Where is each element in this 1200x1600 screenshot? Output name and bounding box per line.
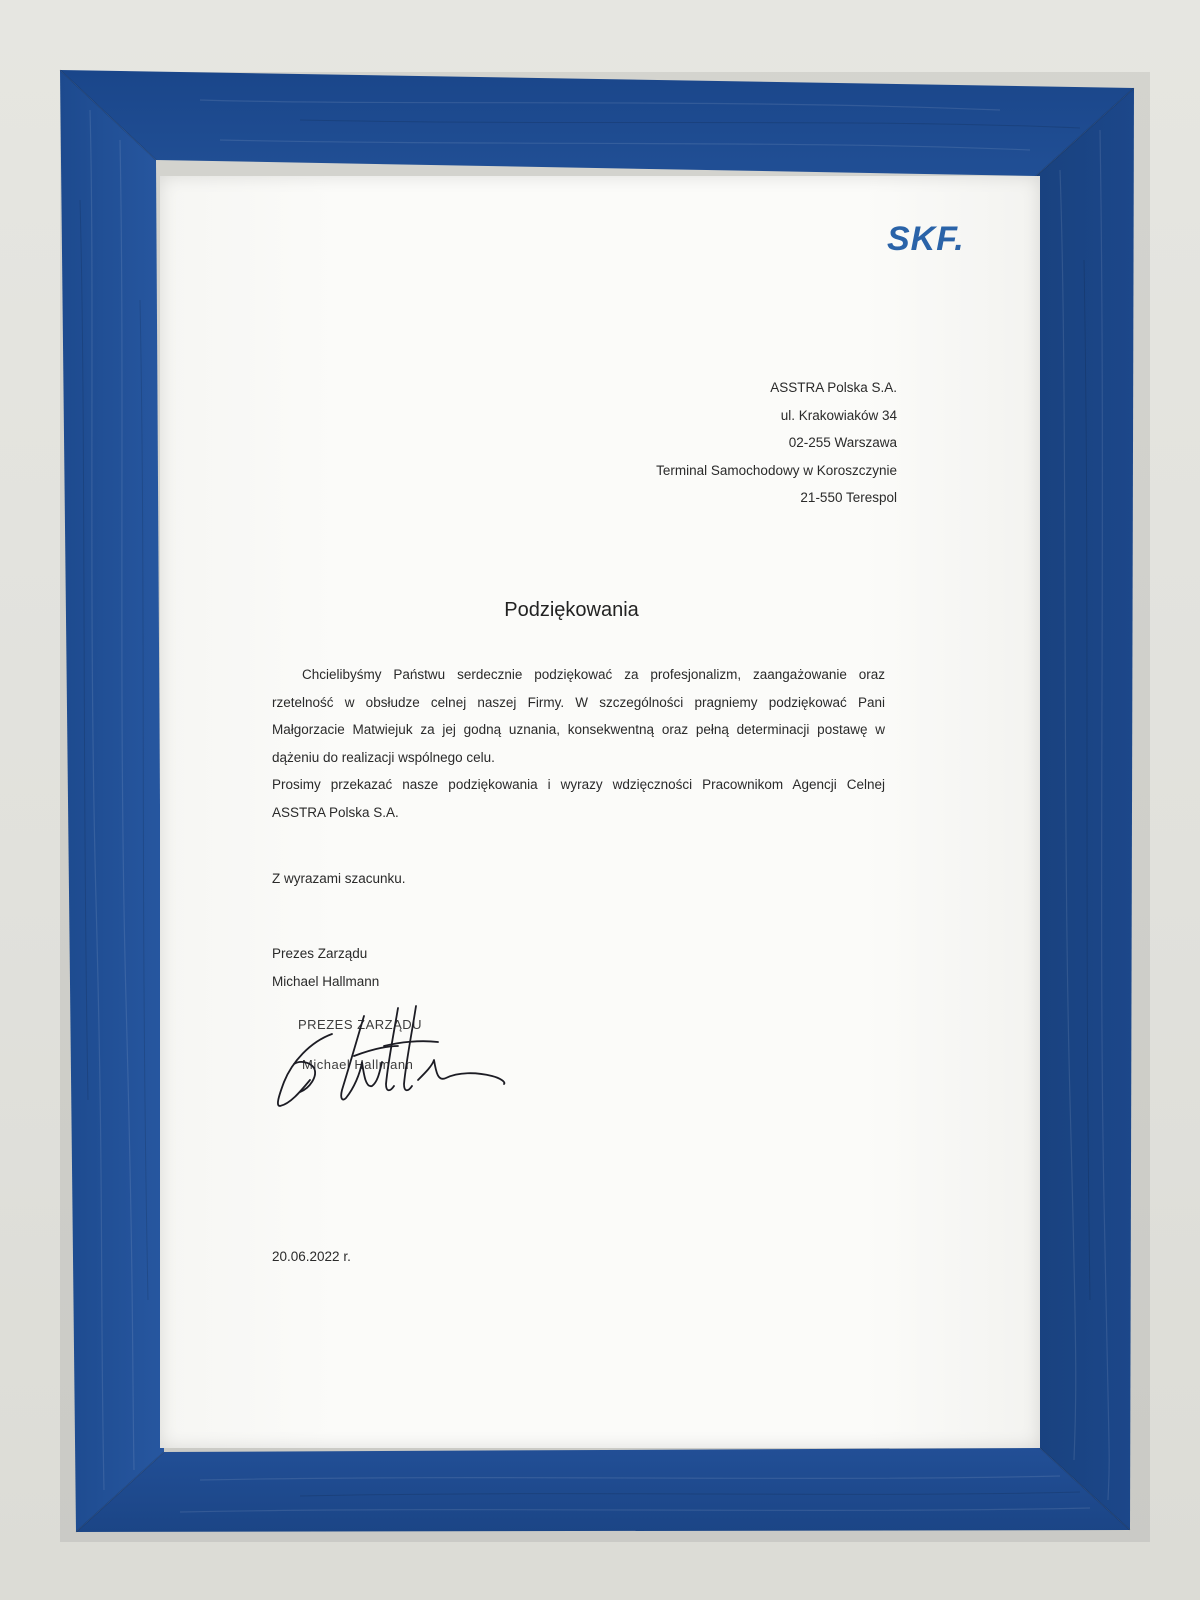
letter-date: 20.06.2022 r.	[272, 1249, 351, 1264]
frame-top	[60, 70, 1134, 176]
recipient-postal: 21-550 Terespol	[800, 490, 897, 505]
skf-logo	[887, 221, 1005, 257]
handwritten-signature	[270, 1002, 510, 1112]
skf-logo-text: SKF.	[887, 221, 965, 257]
recipient-terminal: Terminal Samochodowy w Koroszczynie	[656, 462, 897, 478]
letter-paper	[160, 176, 1040, 1448]
recipient-company: ASSTRA Polska S.A.	[770, 380, 897, 395]
signatory-role: Prezes Zarządu	[272, 946, 368, 961]
recipient-street: ul. Krakowiaków 34	[780, 407, 897, 423]
body-paragraph-1: Chcielibyśmy Państwu serdecznie podziękować za profesjonalizm, zaangażowanie oraz rzetelność w obsłudze celnej naszej Firmy. W szczególności pragniemy podziękować Pani Małgorzacie Matwiejuk za jej godną uznania, konsekwentną oraz pełną determinacji postawę w dążeniu do realizacji wspólnego celu.	[272, 667, 885, 765]
letter-body	[272, 661, 885, 826]
recipient-city: 02-255 Warszawa	[788, 435, 897, 450]
signatory-block	[272, 940, 379, 995]
stamp-name: Michael Hallmann	[302, 1057, 414, 1072]
frame-bottom	[76, 1448, 1130, 1532]
frame-left	[60, 70, 164, 1532]
letter-title: Podziękowania	[504, 599, 639, 621]
recipient-address	[656, 374, 897, 512]
body-paragraph-2: Prosimy przekazać nasze podziękowania i wyrazy wdzięczności Pracownikom Agencji Celnej ASSTRA Polska S.A.	[272, 777, 885, 820]
signatory-name: Michael Hallmann	[272, 973, 380, 989]
letter-closing: Z wyrazami szacunku.	[272, 871, 406, 886]
stamp-role: PREZES ZARZĄDU	[298, 1017, 423, 1032]
